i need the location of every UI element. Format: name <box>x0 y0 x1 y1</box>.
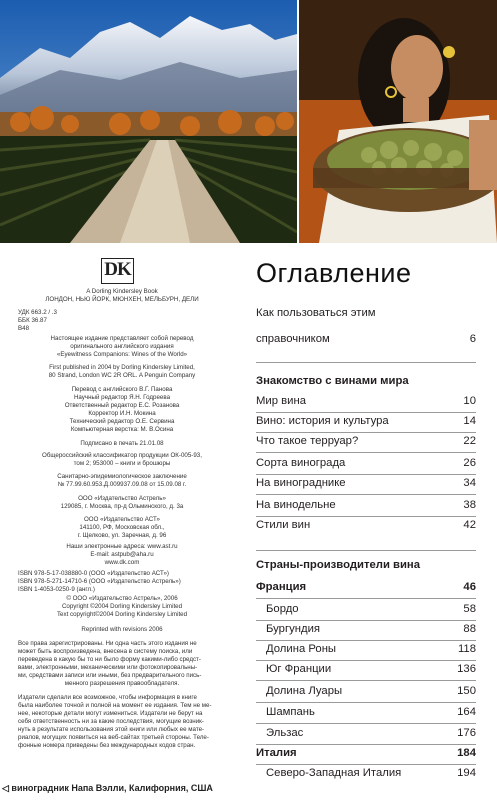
toc-entry-label: Юг Франции <box>266 663 332 675</box>
toc-entry-page: 34 <box>463 477 476 489</box>
rights-line: может быть воспроизведена, внесена в систему поиска, или <box>18 648 193 655</box>
page-title: Оглавление <box>256 258 412 288</box>
toc-entry-page: 42 <box>463 519 476 531</box>
credits-line: Корректор И.Н. Мокина <box>88 410 156 417</box>
disclaimer-line: нее, некоторые детали могут измениться. Издатели не берут на <box>18 710 203 717</box>
disclaimer-line: нуть в результате использования этой книги или любых ее мате- <box>18 726 205 733</box>
toc-entry[interactable] <box>256 722 476 744</box>
disclaimer-line: себя ответственность ни за какие последствия, могущие возник- <box>18 718 204 725</box>
toc-entry-label: Бордо <box>266 603 299 615</box>
udk-code: УДК 663.2 / .3 <box>18 309 57 316</box>
section-heading-label: Страны-производители вина <box>256 559 421 571</box>
rights-line: вами, электронными, механическими или фотокопировальны- <box>18 664 198 671</box>
toc-entry-label: Долина Роны <box>266 643 337 655</box>
toc-entry-label: На винограднике <box>256 477 346 489</box>
toc-entry-page: 164 <box>457 706 476 718</box>
toc-entry-page: 26 <box>463 457 476 469</box>
toc-entry-label: Сорта винограда <box>256 457 346 469</box>
translation-note-line: оригинального английского издания <box>70 343 174 350</box>
toc-entry-label: Что такое терруар? <box>256 435 359 447</box>
section-heading-label: Знакомство с винами мира <box>256 375 409 387</box>
credits-line: Научный редактор Я.Н. Годреева <box>73 394 171 401</box>
toc-entry[interactable] <box>256 576 476 598</box>
toc-entry-page: 118 <box>457 643 476 655</box>
toc-entry-label: Италия <box>256 747 297 759</box>
toc-entry-page: 14 <box>463 415 476 427</box>
catalog-code: В48 <box>18 325 30 332</box>
translation-note-line: «Eyewitness Companions: Wines of the World» <box>56 351 188 358</box>
toc-entry-label: Шампань <box>266 706 315 718</box>
toc-entry-page: 184 <box>457 747 476 759</box>
email-link[interactable]: E-mail: astpub@aha.ru <box>90 551 154 558</box>
toc-entry[interactable] <box>256 302 476 324</box>
credits-line: Перевод с английского В.Г. Панова <box>71 386 173 393</box>
toc-entry-page: 6 <box>469 333 476 345</box>
isbn-line: ISBN 978-5-271-14710-6 (ООО «Издательство Астрель») <box>18 578 181 585</box>
first-published-line: First published in 2004 by Dorling Kindersley Limited, <box>49 364 195 371</box>
copyright-line: Copyright ©2004 Dorling Kindersley Limited <box>61 603 183 610</box>
toc-entry[interactable] <box>256 658 476 680</box>
dk-logo: DK <box>101 258 134 284</box>
credits-line: Компьютерная верстка: М. В.Осина <box>70 426 174 433</box>
toc-entry-label: Мир вина <box>256 395 306 407</box>
translation-note-line: Настоящее издание представляет собой перевод <box>50 335 194 342</box>
disclaimer-line: риалов, могущих появиться на веб-сайтах третьей стороны. Теле- <box>18 734 209 741</box>
toc-entry-page: 58 <box>463 603 476 615</box>
toc-entry-label: справочником <box>256 333 330 345</box>
divider <box>256 362 476 363</box>
disclaimer-line: была наиболее точной и полной на момент ее издания. Тем не ме- <box>18 702 212 709</box>
toc-entry-label: Вино: история и культура <box>256 415 389 427</box>
toc-entry[interactable] <box>256 762 476 784</box>
toc-entry-page: 150 <box>457 685 476 697</box>
toc-entry-page: 136 <box>457 663 476 675</box>
vineyard-photo <box>0 0 297 243</box>
bbk-code: ББК 36.87 <box>18 317 47 324</box>
toc-entry-label: Стили вин <box>256 519 311 531</box>
toc-entry-page: 10 <box>463 395 476 407</box>
toc-entry-label: Бургундия <box>266 623 320 635</box>
toc-entry-label: Эльзас <box>266 727 304 739</box>
sanitary-line: Санитарно-эпидемиологическое заключение <box>57 473 187 480</box>
photo-caption: ◁ виноградник Напа Вэлли, Калифорния, США <box>2 783 213 793</box>
toc-entry[interactable] <box>256 410 476 432</box>
publisher-address-line: ООО «Издательство АСТ» <box>83 516 160 523</box>
toc-entry-page: 46 <box>463 581 476 593</box>
toc-entry[interactable] <box>256 514 476 536</box>
toc-entry[interactable] <box>256 328 476 350</box>
toc-entry-page: 22 <box>463 435 476 447</box>
toc-entry[interactable] <box>256 618 476 640</box>
credits-line: Ответственный редактор Е.С. Розанова <box>64 402 180 409</box>
toc-entry-label: Франция <box>256 581 307 593</box>
toc-entry-page: 176 <box>457 727 476 739</box>
publisher-address-line: 129085, г. Москва, пр-д Ольминского, д. 3а <box>60 503 184 510</box>
web-address-line: Наши электронные адреса: www.ast.ru <box>66 543 178 550</box>
rights-line: переведена в какую бы то ни было форму какими-либо средст- <box>18 656 201 663</box>
publisher-cities: ЛОНДОН, НЬЮ ЙОРК, МЮНХЕН, МЕЛЬБУРН, ДЕЛИ <box>45 296 199 303</box>
toc-entry-label: На винодельне <box>256 499 336 511</box>
isbn-line: ISBN 978-5-17-038880-0 (ООО «Издательство АСТ») <box>18 570 169 577</box>
publisher-address-line: 141100, РФ, Московская обл., <box>79 524 165 531</box>
reprint-note: Reprinted with revisions 2006 <box>81 626 163 633</box>
classifier-line: том 2; 953000 – книги и брошюры <box>73 460 171 467</box>
sanitary-line: № 77.99.60.953.Д.009937.09.08 от 15.09.08 г. <box>57 481 187 488</box>
toc-entry-label: Как пользоваться этим <box>256 307 376 319</box>
toc-entry-page: 88 <box>463 623 476 635</box>
woman-with-grapes-photo <box>299 0 497 243</box>
toc-entry[interactable] <box>256 472 476 494</box>
toc-entry[interactable] <box>256 742 476 764</box>
toc-entry-page: 38 <box>463 499 476 511</box>
disclaimer-line: фонные номера приведены без международных кодов стран. <box>18 742 196 749</box>
toc-entry-page: 194 <box>457 767 476 779</box>
toc-entry[interactable] <box>256 680 476 702</box>
divider <box>256 550 476 551</box>
first-published-line: 80 Strand, London WC 2R ORL. A Penguin Company <box>48 372 196 379</box>
toc-entry[interactable] <box>256 430 476 452</box>
toc-entry[interactable] <box>256 638 476 660</box>
toc-entry[interactable] <box>256 494 476 516</box>
copyright-line: Text copyright©2004 Dorling Kindersley Limited <box>56 611 188 618</box>
isbn-line: ISBN 1-4053-0250-9 (англ.) <box>18 586 95 593</box>
website-link[interactable]: www.dk.com <box>104 559 140 566</box>
toc-entry-label: Долина Луары <box>266 685 343 697</box>
toc-entry[interactable] <box>256 598 476 620</box>
credits-line: Технический редактор О.Е. Сервина <box>69 418 175 425</box>
rights-line: менного разрешения правообладателя. <box>64 680 180 687</box>
publisher-address-line: г. Щелково, ул. Заречная, д. 96 <box>77 532 167 539</box>
copyright-line: © ООО «Издательство Астрель», 2006 <box>66 595 178 602</box>
disclaimer-line: Издатели сделали все возможное, чтобы информация в книге <box>18 694 197 701</box>
classifier-line: Общероссийский классификатор продукции ОК-005-93, <box>42 452 202 459</box>
rights-line: ми, средствами записи или иными, без предварительного пись- <box>18 672 202 679</box>
publisher-name: A Dorling Kindersley Book <box>86 288 158 295</box>
vineyard-mountain-icon <box>0 0 297 243</box>
toc-entry-label: Северо-Западная Италия <box>266 767 402 779</box>
toc-entry[interactable] <box>256 390 476 412</box>
toc-entry[interactable] <box>256 452 476 474</box>
section-heading <box>256 554 476 576</box>
section-heading <box>256 370 476 392</box>
woman-grapes-basket-icon <box>299 0 497 243</box>
toc-entry[interactable] <box>256 701 476 723</box>
rights-line: Все права зарегистрированы. Ни одна часть этого издания не <box>18 640 197 647</box>
publisher-address-line: ООО «Издательство Астрель» <box>78 495 166 502</box>
signed-to-print: Подписано в печать 21.01.08 <box>80 440 164 447</box>
